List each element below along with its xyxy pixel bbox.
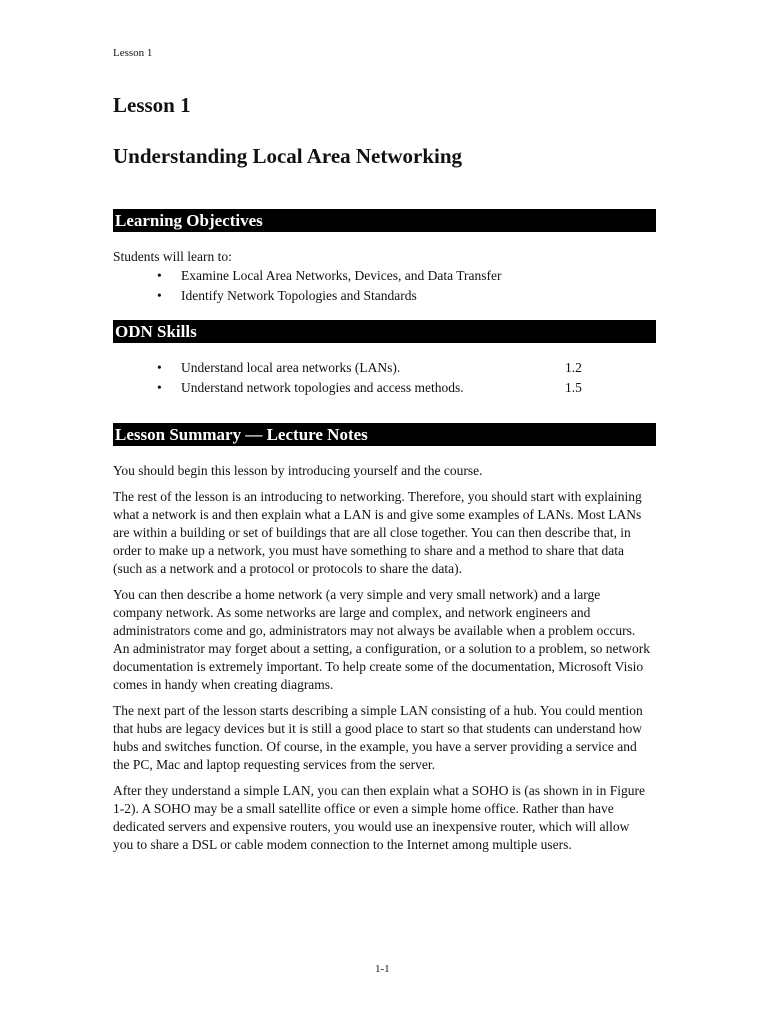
bullet-icon: •	[157, 288, 162, 303]
summary-paragraph: You can then describe a home network (a very simple and very small network) and a large company network. As some networks are large and complex, and network engineers and administrators come and go, administrators may not always be available when a problem occurs. An administrator may forget about a setting, a configuration, or a solution to a problem, so network documentation is extremely important. To help create some of the documentation, Microsoft Visio comes in handy when creating diagrams.	[113, 587, 651, 692]
lesson-summary-body	[113, 462, 653, 862]
lesson-subtitle: Understanding Local Area Networking	[113, 144, 463, 168]
odn-skills-heading: ODN Skills	[113, 320, 656, 343]
running-header: Lesson 1	[113, 47, 153, 59]
summary-paragraph: The rest of the lesson is an introducing to networking. Therefore, you should start with explaining what a network is and then explain what a LAN is and give some examples of LANs. Most LANs are within a building or set of buildings that are all close together. You can then describe that, in order to make up a network, you must have something to share and a method to share that data (such as a network and a protocol or protocols to share the data).	[113, 489, 642, 576]
learning-objectives-heading: Learning Objectives	[113, 209, 656, 232]
list-item: • Identify Network Topologies and Standards	[113, 286, 502, 306]
summary-paragraph: After they understand a simple LAN, you can then explain what a SOHO is (as shown in in Figure 1-2). A SOHO may be a small satellite office or even a simple home office. Rather than have dedicated servers and expensive routers, you would use an inexpensive router, which will allow you to share a DSL or cable modem connection to the Internet among multiple users.	[113, 783, 646, 852]
summary-paragraph: The next part of the lesson starts describing a simple LAN consisting of a hub. You could mention that hubs are legacy devices but it is still a good place to start so that students can understand how hubs and switches function. Of course, in the example, you have a server providing a service and the PC, Mac and laptop requesting services from the server.	[113, 703, 643, 772]
odn-skills-list	[113, 358, 582, 398]
list-item	[113, 358, 582, 378]
bullet-icon: •	[157, 360, 162, 375]
list-item	[113, 378, 582, 398]
bullet-icon: •	[157, 380, 162, 395]
skill-label: Understand local area networks (LANs).	[181, 360, 401, 375]
learning-objectives-intro: Students will learn to:	[113, 249, 232, 264]
summary-paragraph: You should begin this lesson by introducing yourself and the course.	[113, 463, 483, 478]
lesson-title: Lesson 1	[113, 93, 191, 117]
skill-label: Understand network topologies and access methods.	[181, 380, 464, 395]
page-number: 1-1	[375, 963, 390, 975]
learning-objectives-list	[113, 266, 502, 306]
skill-number: 1.5	[565, 380, 582, 395]
list-item: • Examine Local Area Networks, Devices, and Data Transfer	[113, 266, 502, 286]
skill-number: 1.2	[565, 360, 582, 375]
bullet-icon: •	[157, 268, 162, 283]
lesson-summary-heading: Lesson Summary — Lecture Notes	[113, 423, 656, 446]
